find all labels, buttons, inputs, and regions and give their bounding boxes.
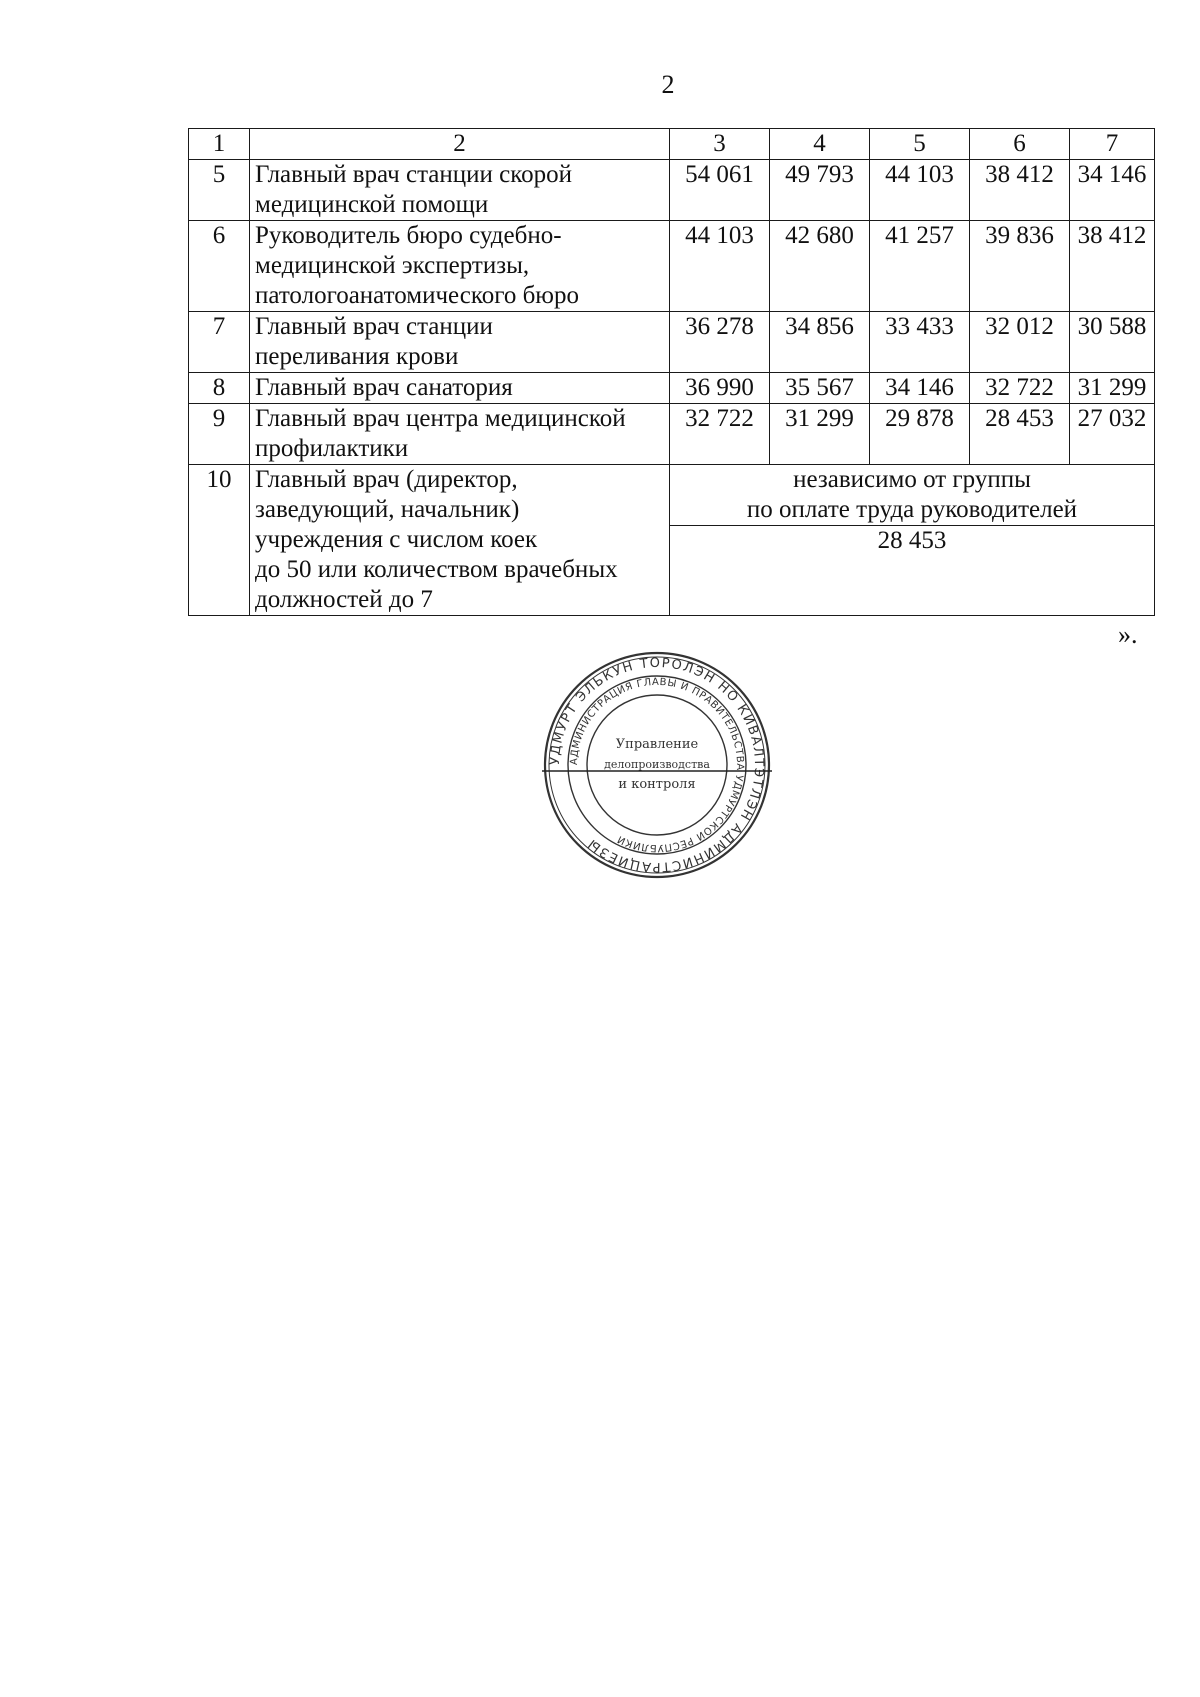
position-name bbox=[250, 465, 670, 616]
row-number: 7 bbox=[189, 312, 250, 373]
salary-value: 28 453 bbox=[670, 526, 1155, 616]
salary-value: 38 412 bbox=[1070, 221, 1155, 312]
group-independent-note bbox=[670, 465, 1155, 526]
salary-value: 34 146 bbox=[1070, 160, 1155, 221]
salary-value: 30 588 bbox=[1070, 312, 1155, 373]
salary-value: 44 103 bbox=[670, 221, 770, 312]
note-line: независимо от группы bbox=[793, 466, 1031, 493]
row-number: 10 bbox=[189, 465, 250, 616]
position-name-line: заведующий, начальник) bbox=[255, 496, 520, 523]
salary-value: 39 836 bbox=[970, 221, 1070, 312]
table-row bbox=[189, 221, 1155, 312]
position-name-line: переливания крови bbox=[255, 343, 459, 370]
position-name-line: Главный врач станции скорой bbox=[255, 161, 573, 188]
salary-value: 29 878 bbox=[870, 404, 970, 465]
salary-value: 33 433 bbox=[870, 312, 970, 373]
salary-value: 36 990 bbox=[670, 373, 770, 404]
position-name-line: Главный врач центра медицинской bbox=[255, 405, 626, 432]
salary-value: 35 567 bbox=[770, 373, 870, 404]
salary-value: 31 299 bbox=[1070, 373, 1155, 404]
salary-value: 41 257 bbox=[870, 221, 970, 312]
position-name-line: патологоанатомического бюро bbox=[255, 282, 579, 309]
salary-table bbox=[188, 128, 1155, 616]
row-number: 5 bbox=[189, 160, 250, 221]
table-row bbox=[189, 373, 1155, 404]
seal-inner-text: АДМИНИСТРАЦИЯ ГЛАВЫ И ПРАВИТЕЛЬСТВА УДМУРТСКОЙ РЕСПУБЛИКИ bbox=[568, 676, 746, 854]
position-name-line: до 50 или количеством врачебных bbox=[255, 556, 618, 583]
position-name-line: Руководитель бюро судебно- bbox=[255, 222, 562, 249]
position-name bbox=[250, 404, 670, 465]
salary-value: 44 103 bbox=[870, 160, 970, 221]
salary-value: 54 061 bbox=[670, 160, 770, 221]
salary-value: 32 012 bbox=[970, 312, 1070, 373]
salary-value: 27 032 bbox=[1070, 404, 1155, 465]
position-name bbox=[250, 221, 670, 312]
official-seal-icon bbox=[542, 650, 772, 880]
position-name-line: Главный врач станции bbox=[255, 313, 493, 340]
table-row bbox=[189, 465, 1155, 526]
note-line: по оплате труда руководителей bbox=[746, 496, 1078, 523]
position-name bbox=[250, 160, 670, 221]
closing-quote: ». bbox=[1118, 620, 1138, 649]
seal-center-line: делопроизводства bbox=[604, 758, 710, 771]
salary-value: 36 278 bbox=[670, 312, 770, 373]
page-number: 2 bbox=[661, 70, 675, 99]
position-name-line: должностей до 7 bbox=[255, 586, 433, 613]
salary-value: 34 856 bbox=[770, 312, 870, 373]
position-name-line: медицинской помощи bbox=[255, 191, 489, 218]
table-header-row bbox=[189, 129, 1155, 160]
salary-value: 34 146 bbox=[870, 373, 970, 404]
salary-value: 32 722 bbox=[670, 404, 770, 465]
position-name-line: учреждения с числом коек bbox=[255, 526, 538, 553]
position-name-line: медицинской экспертизы, bbox=[255, 252, 530, 279]
salary-value: 28 453 bbox=[970, 404, 1070, 465]
seal-center-line: и контроля bbox=[618, 777, 696, 792]
row-number: 6 bbox=[189, 221, 250, 312]
position-name-line: Главный врач (директор, bbox=[255, 466, 518, 493]
position-name bbox=[250, 312, 670, 373]
salary-value: 38 412 bbox=[970, 160, 1070, 221]
seal-outer-text: УДМУРТ ЭЛЬКУН ТОРОЛЭН НО КИВАЛТЭТЛЭН АДМИНИСТРАЦИЕЗЫ bbox=[547, 655, 767, 875]
salary-value: 32 722 bbox=[970, 373, 1070, 404]
column-number-cell: 6 bbox=[970, 129, 1070, 160]
column-number-cell: 4 bbox=[770, 129, 870, 160]
salary-value: 42 680 bbox=[770, 221, 870, 312]
table-row bbox=[189, 160, 1155, 221]
column-number-cell: 7 bbox=[1070, 129, 1155, 160]
seal-center-line: Управление bbox=[615, 737, 699, 752]
column-number-cell: 2 bbox=[250, 129, 670, 160]
table-row bbox=[189, 404, 1155, 465]
table-row bbox=[189, 312, 1155, 373]
row-number: 9 bbox=[189, 404, 250, 465]
column-number-cell: 3 bbox=[670, 129, 770, 160]
row-number: 8 bbox=[189, 373, 250, 404]
position-name bbox=[250, 373, 670, 404]
column-number-cell: 1 bbox=[189, 129, 250, 160]
salary-value: 49 793 bbox=[770, 160, 870, 221]
position-name-line: профилактики bbox=[255, 435, 409, 462]
salary-value: 31 299 bbox=[770, 404, 870, 465]
position-name-line: Главный врач санатория bbox=[255, 374, 513, 401]
column-number-cell: 5 bbox=[870, 129, 970, 160]
